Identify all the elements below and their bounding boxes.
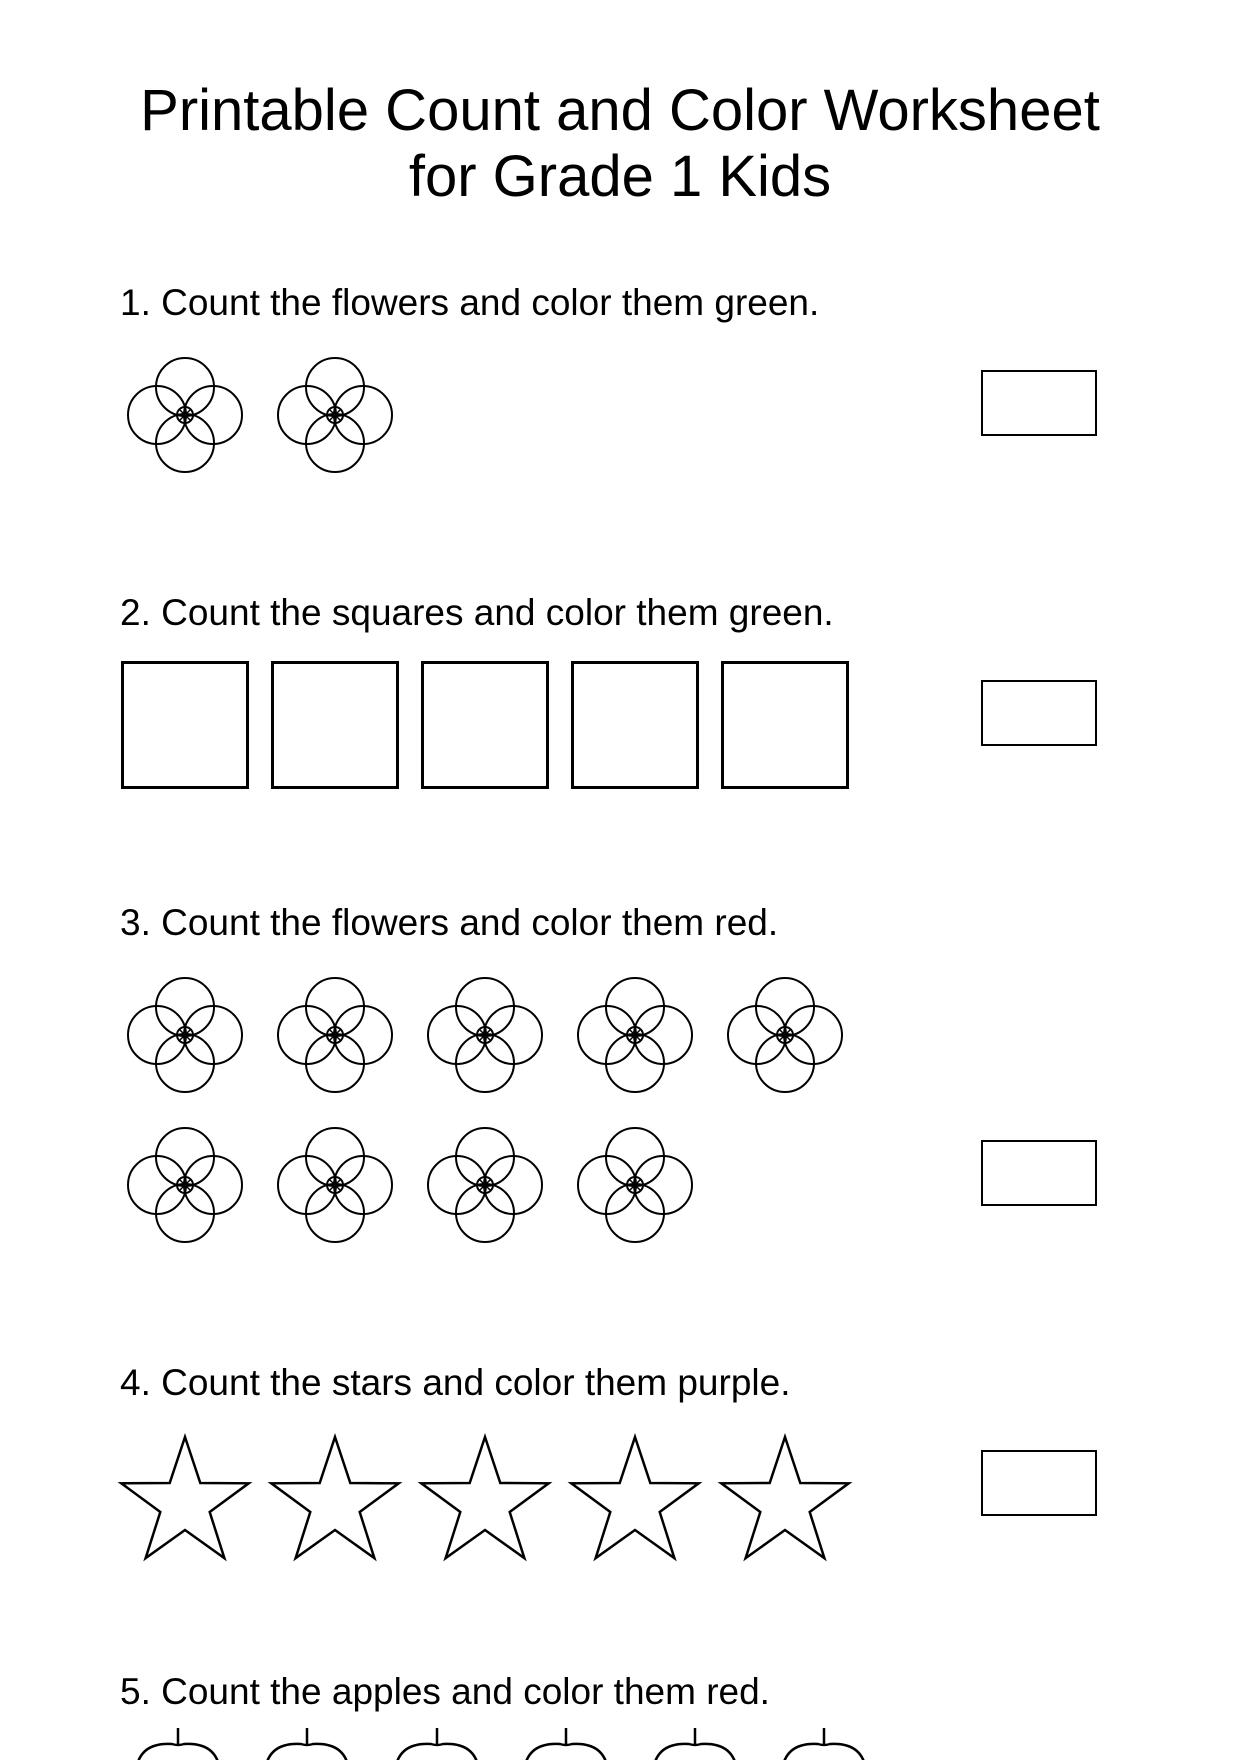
flower-5 (725, 975, 845, 1095)
flower-6 (125, 1125, 245, 1245)
apple-1 (128, 1720, 228, 1760)
flower-4 (575, 975, 695, 1095)
flower-1 (125, 975, 245, 1095)
square-2 (271, 661, 399, 789)
apple-2 (257, 1720, 357, 1760)
star-5 (715, 1428, 855, 1568)
square-4 (571, 661, 699, 789)
question-2-answer-box[interactable] (981, 680, 1097, 746)
apple-3 (387, 1720, 487, 1760)
flower-8 (425, 1125, 545, 1245)
apple-6 (774, 1720, 874, 1760)
question-4-text: 4. Count the stars and color them purple. (120, 1362, 791, 1403)
square-1 (121, 661, 249, 789)
question-1-text: 1. Count the flowers and color them green. (120, 282, 820, 323)
worksheet-title (0, 78, 1240, 210)
flower-2 (275, 355, 395, 475)
apple-4 (516, 1720, 616, 1760)
title-line-1: Printable Count and Color Worksheet (140, 78, 1100, 143)
flower-9 (575, 1125, 695, 1245)
flower-3 (425, 975, 545, 1095)
title-line-2: for Grade 1 Kids (408, 144, 832, 209)
question-1-answer-box[interactable] (981, 370, 1097, 436)
star-1 (115, 1428, 255, 1568)
square-3 (421, 661, 549, 789)
flower-2 (275, 975, 395, 1095)
question-3-text: 3. Count the flowers and color them red. (120, 902, 779, 943)
star-3 (415, 1428, 555, 1568)
star-4 (565, 1428, 705, 1568)
question-4-answer-box[interactable] (981, 1450, 1097, 1516)
question-3-answer-box[interactable] (981, 1140, 1097, 1206)
question-2-text: 2. Count the squares and color them green. (120, 592, 834, 633)
flower-7 (275, 1125, 395, 1245)
square-5 (721, 661, 849, 789)
question-5-text: 5. Count the apples and color them red. (120, 1671, 770, 1712)
apple-5 (645, 1720, 745, 1760)
flower-1 (125, 355, 245, 475)
star-2 (265, 1428, 405, 1568)
